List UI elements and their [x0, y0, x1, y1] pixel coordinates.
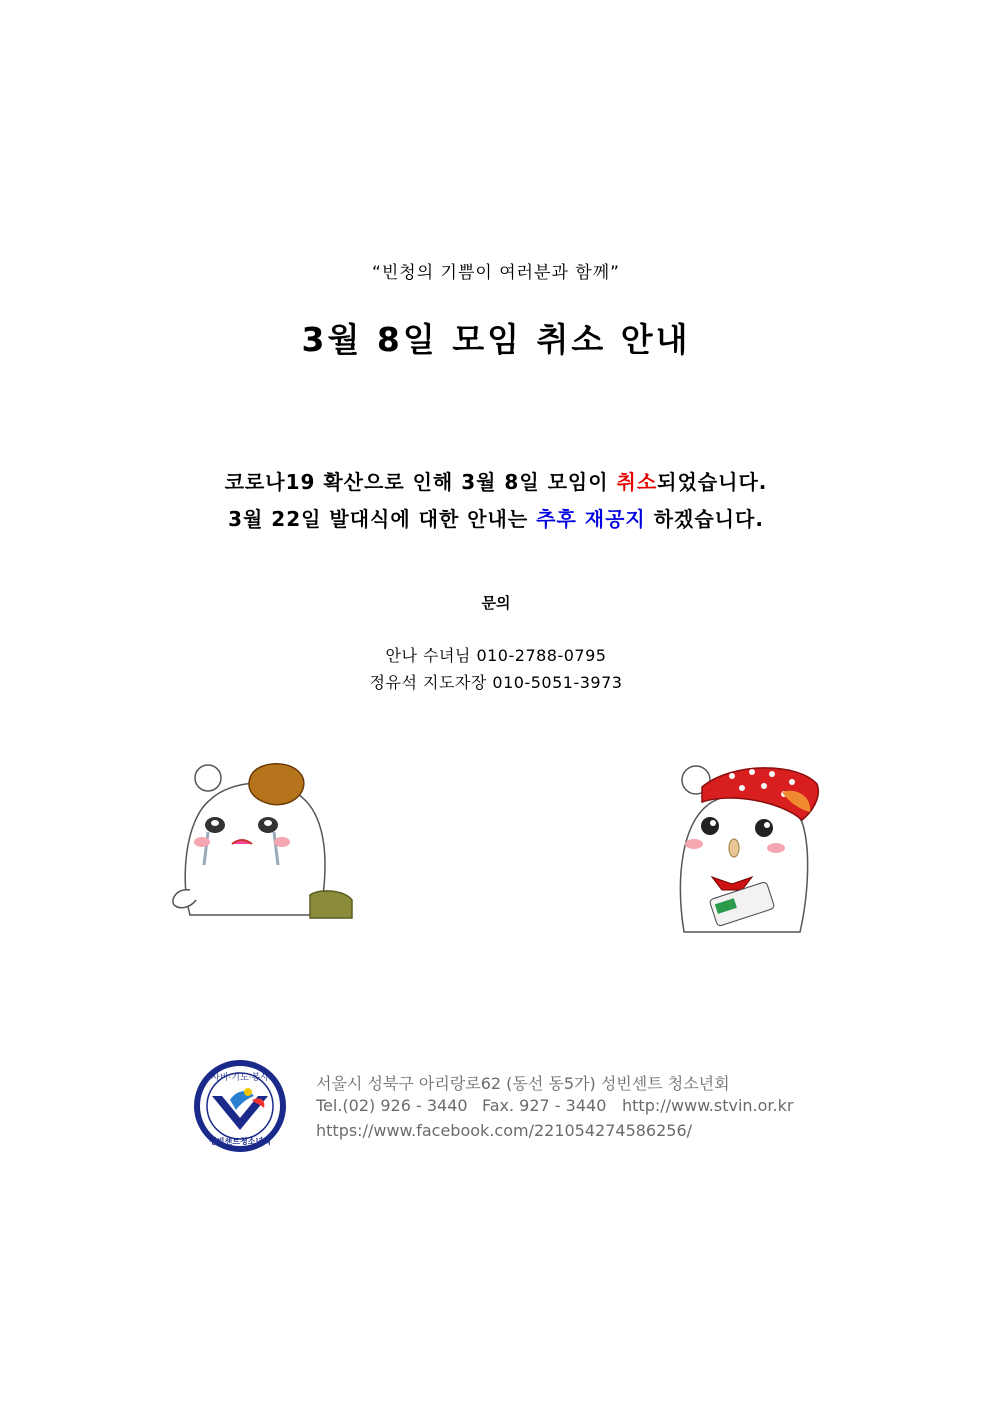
logo-bottom-text: 성빈센트청소년회: [209, 1137, 271, 1146]
organization-logo: [190, 1060, 292, 1152]
notice-line-1-end: 되었습니다.: [657, 470, 768, 494]
subtitle: “빈청의 기쁨이 여러분과 함께”: [372, 263, 620, 283]
contact-line: 안나 수녀님 010-2788-0795: [385, 646, 607, 665]
crying-hamster-illustration: [170, 760, 355, 920]
footer-facebook[interactable]: https://www.facebook.com/221054274586256/: [316, 1121, 693, 1140]
logo-top-text: 자비·기도·봉사: [211, 1073, 269, 1083]
notice-line-2-text: 3월 22일 발대식에 대한 안내는: [228, 507, 537, 531]
footer-contact: [316, 1096, 793, 1115]
hamster-red-headscarf-illustration: [672, 762, 822, 934]
footer-website[interactable]: http://www.stvin.or.kr: [622, 1096, 794, 1115]
notice-line-1-text: 코로나19 확산으로 인해 3월 8일 모임이: [224, 470, 617, 494]
renotice-highlight: 추후 재공지: [536, 507, 646, 531]
footer-address: 서울시 성북구 아리랑로62 (동선 동5가) 성빈센트 청소년회: [316, 1074, 730, 1093]
inquiry-label: 문의: [481, 594, 511, 612]
notice-line-2: [0, 503, 992, 532]
page-title: 3월 8일 모임 취소 안내: [301, 320, 691, 359]
notice-line-2-end: 하겠습니다.: [645, 507, 764, 531]
contact-line: 정유석 지도자장 010-5051-3973: [369, 673, 623, 692]
footer-fax: Fax. 927 - 3440: [482, 1096, 607, 1115]
footer-tel: Tel.(02) 926 - 3440: [316, 1096, 468, 1115]
cancel-highlight: 취소: [616, 470, 658, 494]
notice-line-1: [0, 466, 992, 495]
